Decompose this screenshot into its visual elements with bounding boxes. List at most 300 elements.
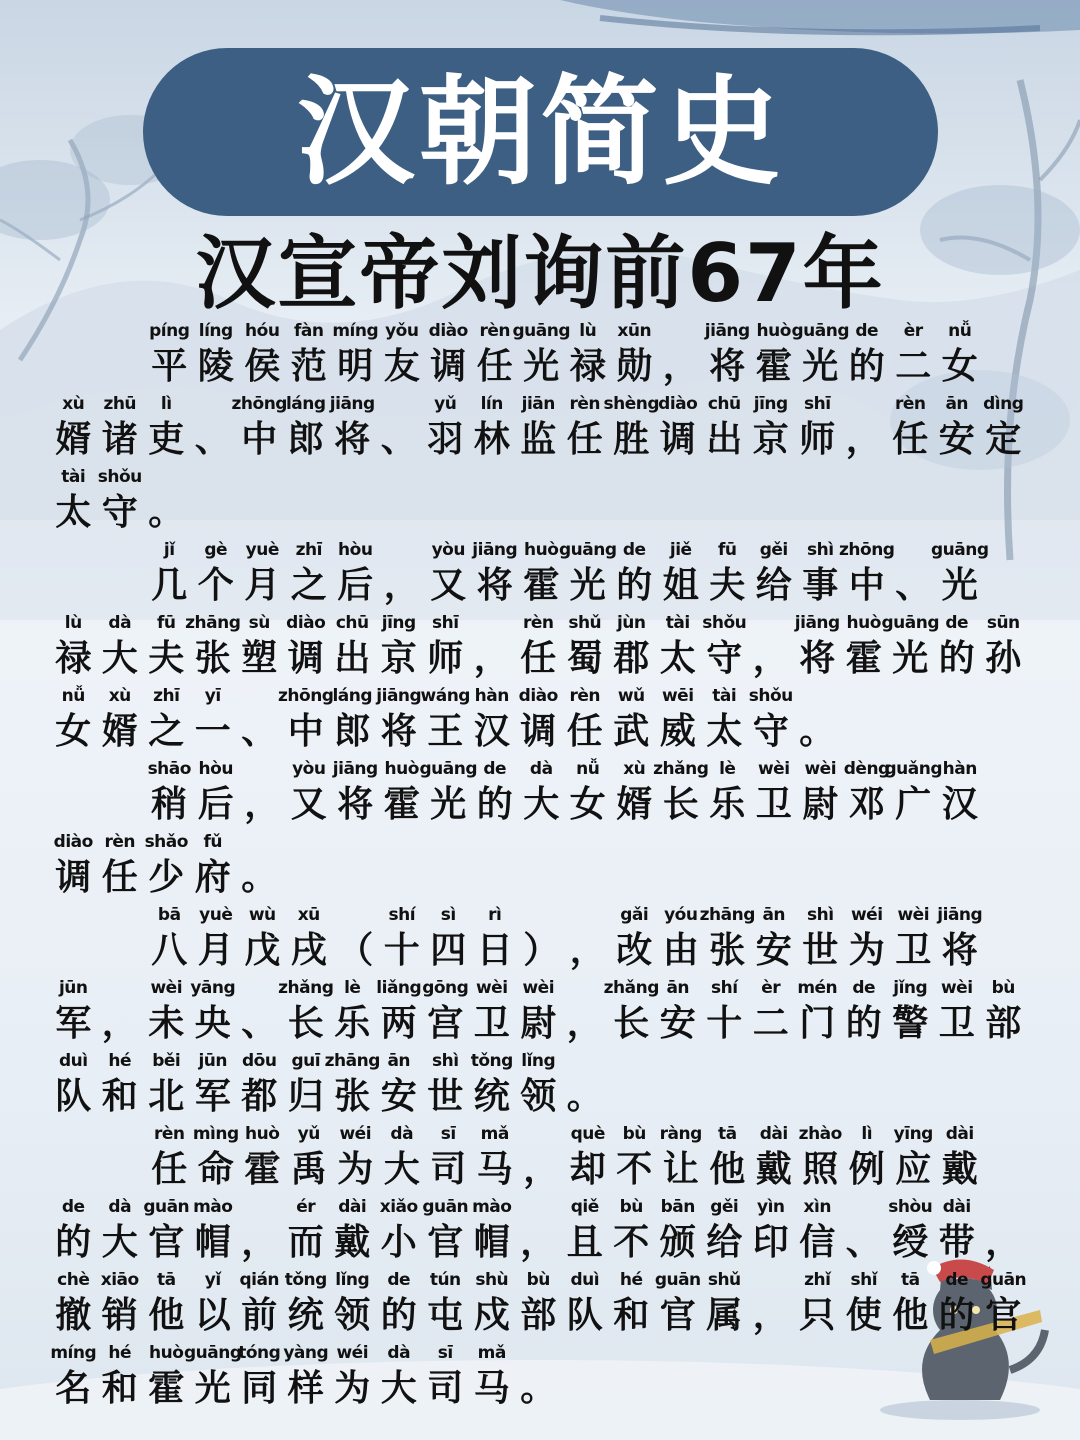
char-cell: [143, 683, 190, 755]
hanzi: 邓: [848, 784, 885, 825]
hanzi: （: [337, 930, 374, 971]
char-cell: [980, 1194, 1027, 1266]
pinyin: xū: [297, 905, 320, 925]
hanzi: 明: [337, 346, 374, 387]
pinyin: hàn: [942, 759, 977, 779]
hanzi: 颁: [659, 1222, 696, 1263]
hanzi: 夫: [148, 638, 185, 679]
char-cell: [278, 975, 334, 1047]
hanzi: 销: [101, 1295, 138, 1336]
hanzi: 同: [241, 1368, 278, 1409]
hanzi: 不: [613, 1222, 650, 1263]
char-cell: [562, 391, 609, 463]
pinyin: xù: [623, 759, 646, 779]
pinyin: tā: [900, 1270, 920, 1290]
pinyin: nǚ: [576, 759, 600, 779]
char-cell: [562, 1194, 609, 1266]
pinyin: wéi: [336, 1343, 369, 1363]
hanzi: 任: [892, 419, 929, 460]
hanzi: 出: [706, 419, 743, 460]
char-cell: [332, 318, 379, 390]
pinyin: guāng: [931, 540, 989, 560]
char-cell: [881, 610, 940, 682]
pinyin: huò: [846, 613, 881, 633]
char-cell: [379, 1121, 426, 1193]
char-cell: [699, 902, 755, 974]
hanzi: 的: [616, 565, 653, 606]
char-cell: [332, 902, 379, 974]
char-cell: [50, 464, 97, 536]
char-cell: [515, 683, 562, 755]
hanzi: 卫: [755, 784, 792, 825]
char-cell: [704, 318, 751, 390]
char-cell: [890, 318, 937, 390]
hanzi: 出: [334, 638, 371, 679]
char-cell: [329, 1267, 376, 1339]
hanzi: 。: [566, 1076, 603, 1117]
char-cell: [146, 902, 193, 974]
pinyin: tǒng: [470, 1051, 513, 1071]
page-subtitle: 汉宣帝刘询前67年: [195, 227, 885, 320]
char-cell: [748, 975, 795, 1047]
char-cell: [518, 756, 565, 828]
hanzi: 、: [241, 711, 278, 752]
text-line: [146, 537, 989, 609]
hanzi: 世: [427, 1076, 464, 1117]
hanzi: ，: [520, 1222, 557, 1263]
pinyin: běi: [152, 1051, 181, 1071]
char-cell: [751, 1121, 798, 1193]
char-cell: [704, 537, 751, 609]
hanzi: 、: [895, 565, 932, 606]
char-cell: [658, 902, 705, 974]
char-cell: [190, 1194, 237, 1266]
hanzi: 不: [616, 1149, 653, 1190]
hanzi: 长: [613, 1003, 650, 1044]
hanzi: 印: [752, 1222, 789, 1263]
char-cell: [376, 975, 423, 1047]
pinyin: zhǐ: [804, 1270, 831, 1290]
pinyin: jīng: [753, 394, 788, 414]
hanzi: 之: [290, 565, 327, 606]
pinyin: wèi: [150, 978, 183, 998]
hanzi: 十: [706, 1003, 743, 1044]
hanzi: 守: [706, 638, 743, 679]
pinyin: sī: [437, 1343, 453, 1363]
char-cell: [376, 391, 423, 463]
char-cell: [146, 318, 193, 390]
char-cell: [469, 1340, 516, 1412]
pinyin: hé: [108, 1343, 132, 1363]
pinyin: wéi: [850, 905, 883, 925]
pinyin: wèi: [940, 978, 973, 998]
hanzi: 婿: [55, 419, 92, 460]
hanzi: 由: [662, 930, 699, 971]
char-cell: [937, 1121, 984, 1193]
hanzi: 林: [473, 419, 510, 460]
char-cell: [472, 1121, 519, 1193]
char-cell: [97, 975, 144, 1047]
pinyin: shǒu: [702, 613, 747, 633]
char-cell: [97, 1048, 144, 1120]
hanzi: 撤: [55, 1295, 92, 1336]
pinyin: dōu: [242, 1051, 277, 1071]
char-cell: [562, 683, 609, 755]
char-cell: [236, 1048, 283, 1120]
pinyin: yòu: [431, 540, 465, 560]
hanzi: 太: [55, 492, 92, 533]
hanzi: 、: [845, 1222, 882, 1263]
hanzi: 将: [380, 711, 417, 752]
pinyin: gè: [204, 540, 228, 560]
hanzi: 他: [148, 1295, 185, 1336]
hanzi: 北: [148, 1076, 185, 1117]
pinyin: nǚ: [61, 686, 85, 706]
pinyin: jūn: [198, 1051, 228, 1071]
hanzi: 官: [148, 1222, 185, 1263]
char-cell: [472, 902, 519, 974]
hanzi: 任: [520, 638, 557, 679]
char-cell: [748, 610, 795, 682]
hanzi: 乐: [334, 1003, 371, 1044]
pinyin: mìng: [192, 1124, 239, 1144]
char-cell: [608, 1194, 655, 1266]
char-cell: [146, 756, 193, 828]
hanzi: 只: [799, 1295, 836, 1336]
hanzi: 范: [290, 346, 327, 387]
pinyin: jiāng: [332, 759, 378, 779]
pinyin: yuè: [245, 540, 279, 560]
hanzi: 霍: [523, 565, 560, 606]
pinyin: mào: [472, 1197, 512, 1217]
char-cell: [425, 318, 472, 390]
char-cell: [379, 902, 426, 974]
pinyin: hé: [108, 1051, 132, 1071]
hanzi: 师: [427, 638, 464, 679]
pinyin: guān: [143, 1197, 190, 1217]
hanzi: 张: [334, 1076, 371, 1117]
title-banner: [143, 48, 938, 216]
hanzi: ，: [752, 638, 789, 679]
char-cell: [283, 1194, 330, 1266]
pinyin: shòu: [888, 1197, 933, 1217]
page-title: 汉朝简史: [296, 63, 785, 201]
pinyin: guāng: [881, 613, 940, 633]
hanzi: 禄: [55, 638, 92, 679]
char-cell: [422, 683, 469, 755]
char-cell: [50, 391, 97, 463]
pinyin: rèn: [153, 1124, 185, 1144]
hanzi: 任: [101, 857, 138, 898]
pinyin: xìn: [803, 1197, 831, 1217]
char-cell: [794, 391, 841, 463]
char-cell: [794, 975, 841, 1047]
pinyin: duì: [570, 1270, 600, 1290]
hanzi: 戴: [755, 1149, 792, 1190]
char-cell: [884, 756, 943, 828]
char-cell: [97, 1267, 144, 1339]
hanzi: 汉: [941, 784, 978, 825]
pinyin: ān: [387, 1051, 411, 1071]
char-cell: [701, 1267, 748, 1339]
char-cell: [239, 902, 286, 974]
char-cell: [324, 1048, 380, 1120]
char-cell: [655, 610, 702, 682]
char-cell: [97, 1340, 144, 1412]
char-cell: [658, 537, 705, 609]
char-cell: [236, 829, 283, 901]
char-cell: [239, 1121, 286, 1193]
hanzi: 。: [799, 711, 836, 752]
char-cell: [332, 1121, 379, 1193]
hanzi: 帽: [194, 1222, 231, 1263]
hanzi: 诸: [101, 419, 138, 460]
char-cell: [658, 318, 705, 390]
hanzi: 侯: [244, 346, 281, 387]
char-cell: [839, 537, 895, 609]
text-line: [50, 1340, 562, 1412]
char-cell: [97, 464, 144, 536]
char-cell: [797, 537, 844, 609]
pinyin: guān: [980, 1270, 1027, 1290]
char-cell: [934, 391, 981, 463]
hanzi: 长: [662, 784, 699, 825]
pinyin: fū: [718, 540, 737, 560]
hanzi: 、: [194, 419, 231, 460]
hanzi: 将: [337, 784, 374, 825]
hanzi: ，: [569, 930, 606, 971]
char-cell: [422, 1194, 469, 1266]
char-cell: [751, 318, 798, 390]
hanzi: 师: [799, 419, 836, 460]
char-cell: [890, 537, 937, 609]
hanzi: 大: [101, 1222, 138, 1263]
char-cell: [611, 1121, 658, 1193]
hanzi: 大: [380, 1368, 417, 1409]
hanzi: 府: [194, 857, 231, 898]
hanzi: 、: [241, 1003, 278, 1044]
hanzi: 调: [287, 638, 324, 679]
text-line: [50, 464, 190, 536]
pinyin: rì: [488, 905, 502, 925]
hanzi: 官: [985, 1295, 1022, 1336]
hanzi: 戴: [941, 1149, 978, 1190]
char-cell: [515, 1340, 562, 1412]
char-cell: [332, 537, 379, 609]
char-cell: [239, 537, 286, 609]
pinyin: huò: [149, 1343, 184, 1363]
char-cell: [751, 902, 798, 974]
char-cell: [376, 1048, 423, 1120]
hanzi: 和: [101, 1368, 138, 1409]
pinyin: dài: [338, 1197, 367, 1217]
hanzi: 归: [287, 1076, 324, 1117]
hanzi: 吏: [148, 419, 185, 460]
pinyin: hòu: [198, 759, 233, 779]
hanzi: 军: [55, 1003, 92, 1044]
char-cell: [794, 1194, 841, 1266]
hanzi: 光: [569, 565, 606, 606]
text-line: [146, 318, 983, 390]
pinyin: jiāng: [794, 613, 840, 633]
hanzi: 长: [287, 1003, 324, 1044]
pinyin: bān: [660, 1197, 695, 1217]
text-line: [50, 1267, 1027, 1339]
char-cell: [794, 610, 841, 682]
pinyin: dà: [108, 1197, 132, 1217]
char-cell: [376, 1340, 423, 1412]
char-cell: [515, 1267, 562, 1339]
char-cell: [50, 1267, 97, 1339]
pinyin: dà: [108, 613, 132, 633]
hanzi: 威: [659, 711, 696, 752]
char-cell: [193, 902, 240, 974]
hanzi: 任: [566, 711, 603, 752]
hanzi: 部: [985, 1003, 1022, 1044]
pinyin: dèng: [843, 759, 890, 779]
char-cell: [841, 610, 888, 682]
hanzi: 使: [845, 1295, 882, 1336]
text-line: [50, 829, 283, 901]
pinyin: jiāng: [937, 905, 983, 925]
char-cell: [611, 902, 658, 974]
hanzi: 官: [659, 1295, 696, 1336]
hanzi: 光: [430, 784, 467, 825]
char-cell: [980, 610, 1027, 682]
pinyin: shǔ: [568, 613, 602, 633]
text-line: [50, 1194, 1027, 1266]
pinyin: liǎng: [376, 978, 422, 998]
hanzi: 定: [985, 419, 1022, 460]
hanzi: 统: [473, 1076, 510, 1117]
hanzi: 将: [476, 565, 513, 606]
char-cell: [518, 537, 565, 609]
pinyin: lì: [160, 394, 172, 414]
hanzi: 军: [194, 1076, 231, 1117]
char-cell: [190, 1048, 237, 1120]
pinyin: lǐng: [335, 1270, 370, 1290]
hanzi: 司: [430, 1149, 467, 1190]
char-cell: [143, 975, 190, 1047]
char-cell: [844, 1121, 891, 1193]
pinyin: ér: [296, 1197, 316, 1217]
char-cell: [184, 1340, 242, 1412]
char-cell: [658, 1121, 705, 1193]
hanzi: 和: [613, 1295, 650, 1336]
pinyin: guāng: [791, 321, 850, 341]
char-cell: [239, 318, 286, 390]
pinyin: chè: [57, 1270, 90, 1290]
char-cell: [841, 1194, 888, 1266]
char-cell: [701, 975, 748, 1047]
hanzi: 光: [941, 565, 978, 606]
pinyin: sù: [248, 613, 270, 633]
hanzi: 霍: [148, 1368, 185, 1409]
char-cell: [422, 1267, 469, 1339]
pinyin: wèi: [804, 759, 837, 779]
char-cell: [980, 1267, 1027, 1339]
char-cell: [515, 1048, 562, 1120]
hanzi: 绶: [892, 1222, 929, 1263]
hanzi: 个: [197, 565, 234, 606]
char-cell: [329, 391, 376, 463]
hanzi: 尉: [802, 784, 839, 825]
pinyin: hàn: [474, 686, 509, 706]
text-line: [50, 391, 1027, 463]
hanzi: 婿: [616, 784, 653, 825]
pinyin: sī: [440, 1124, 456, 1144]
hanzi: 孙: [985, 638, 1022, 679]
hanzi: 后: [197, 784, 234, 825]
pinyin: rèn: [894, 394, 926, 414]
pinyin: xūn: [617, 321, 652, 341]
char-cell: [748, 391, 795, 463]
hanzi: 部: [520, 1295, 557, 1336]
pinyin: wèi: [475, 978, 508, 998]
pinyin: lù: [579, 321, 597, 341]
hanzi: 婿: [101, 711, 138, 752]
char-cell: [794, 683, 841, 755]
text-line: [50, 610, 1027, 682]
hanzi: 月: [197, 930, 234, 971]
pinyin: guǎng: [884, 759, 943, 779]
pinyin: jiān: [521, 394, 555, 414]
pinyin: guāng: [419, 759, 478, 779]
hanzi: 光: [523, 346, 560, 387]
char-cell: [655, 1267, 702, 1339]
pinyin: guāng: [512, 321, 571, 341]
char-cell: [50, 1194, 97, 1266]
hanzi: 。: [241, 857, 278, 898]
char-cell: [797, 902, 844, 974]
char-cell: [143, 610, 190, 682]
pinyin: jiāng: [376, 686, 422, 706]
char-cell: [286, 318, 333, 390]
pinyin: tún: [429, 1270, 461, 1290]
char-cell: [611, 318, 658, 390]
char-cell: [748, 683, 795, 755]
char-cell: [329, 1340, 376, 1412]
pinyin: shāo: [147, 759, 191, 779]
char-cell: [565, 902, 612, 974]
hanzi: 领: [334, 1295, 371, 1336]
text-line: [146, 756, 983, 828]
char-cell: [887, 975, 934, 1047]
pinyin: ān: [762, 905, 786, 925]
pinyin: bù: [991, 978, 1015, 998]
pinyin: fū: [157, 613, 176, 633]
char-cell: [797, 1121, 844, 1193]
char-cell: [562, 975, 609, 1047]
pinyin: dà: [529, 759, 553, 779]
hanzi: 四: [430, 930, 467, 971]
hanzi: 名: [55, 1368, 92, 1409]
char-cell: [329, 610, 376, 682]
hanzi: 马: [473, 1368, 510, 1409]
char-cell: [890, 1121, 937, 1193]
pinyin: bā: [157, 905, 181, 925]
pinyin: guān: [654, 1270, 701, 1290]
hanzi: 给: [755, 565, 792, 606]
hanzi: 禄: [569, 346, 606, 387]
hanzi: 将: [709, 346, 746, 387]
char-cell: [655, 975, 702, 1047]
hanzi: ，: [101, 1003, 138, 1044]
char-cell: [701, 391, 748, 463]
hanzi: ，: [662, 346, 699, 387]
pinyin: jùn: [616, 613, 646, 633]
pinyin: qiě: [570, 1197, 599, 1217]
